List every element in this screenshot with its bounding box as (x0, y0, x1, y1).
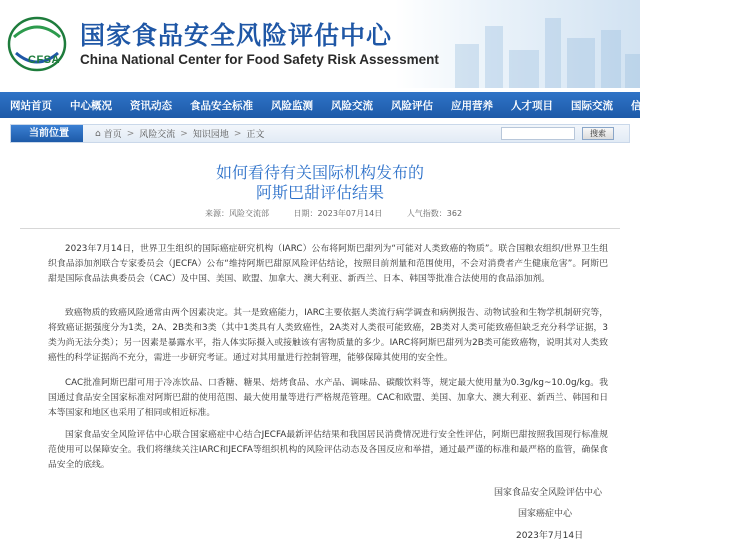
article-meta (205, 208, 484, 219)
breadcrumb (95, 127, 264, 140)
cfsa-logo[interactable] (6, 15, 68, 73)
article-paragraph: 国家食品安全风险评估中心联合国家癌症中心结合JECFA最新评估结果和我国居民消费情况进行安全性评估，阿斯巴甜按照我国现行标准规范使用可以保障安全。我们将继续关注IARC和JECFA等组织机构的风险评估动态及各国反应和举措，通过最严谨的标准和最严格的监管，确保食品安全的底线。 (48, 430, 608, 470)
home-icon: ⌂ (95, 128, 101, 139)
main-navigation (0, 92, 744, 118)
site-title-chinese: 国家食品安全风险评估中心 (80, 21, 393, 50)
breadcrumb-separator: > (233, 128, 242, 139)
breadcrumb-risk-communication[interactable]: 风险交流 (139, 130, 176, 140)
article-title-line-2: 阿斯巴甜评估结果 (255, 183, 384, 202)
nav-item-home[interactable]: 网站首页 (10, 99, 52, 112)
article-paragraph: 2023年7月14日，世界卫生组织的国际癌症研究机构（IARC）公布将阿斯巴甜列为“可能对人类致癌的物质”。联合国粮农组织/世界卫生组织食品添加剂联合专家委员会（JECFA）公布“维持阿斯巴甜原风险评估结论，按照目前剂量和范围使用，不会对消费者产生健康危害”。阿斯巴甜是国际食品法典委员会（CAC）及中国、美国、欧盟、加拿大、澳大利亚、新西兰、日本、韩国等批准合法使用的食品添加剂。 (48, 244, 608, 284)
nav-item-news[interactable]: 资讯动态 (130, 99, 172, 112)
breadcrumb-separator: > (126, 128, 135, 139)
article-views: 人气指数：362 (406, 209, 463, 218)
nav-item-monitoring[interactable]: 风险监测 (271, 99, 313, 112)
search-input[interactable] (501, 127, 575, 140)
nav-item-about[interactable]: 中心概况 (70, 99, 112, 112)
nav-item-international[interactable]: 国际交流 (571, 99, 613, 112)
article-paragraph: CAC批准阿斯巴甜可用于冷冻饮品、口香糖、糖果、焙烤食品、水产品、调味品、碳酸饮料等，规定最大使用量为0.3g/kg~10.0g/kg。我国通过食品安全国家标准对阿斯巴甜的使用范围、最大使用量等进行严格规范管理。CAC和欧盟、美国、加拿大、澳大利亚、新西兰、韩国和日本等国家和地区也采用了相同或相近标准。 (48, 378, 608, 418)
nav-item-assessment[interactable]: 风险评估 (391, 99, 433, 112)
nav-item-talent[interactable]: 人才项目 (511, 99, 553, 112)
divider (20, 228, 620, 229)
signature-date: 2023年7月14日 (516, 531, 584, 541)
search-button[interactable]: 搜索 (582, 127, 614, 140)
nav-item-nutrition[interactable]: 应用营养 (451, 99, 493, 112)
signature-cancer-center: 国家癌症中心 (518, 509, 573, 519)
site-header (0, 0, 640, 88)
article-paragraph: 致癌物质的致癌风险通常由两个因素决定。其一是致癌能力，IARC主要依据人类流行病学调查和病例报告、动物试验和生物学机制研究等，将致癌证据强度分为1类，2A、2B类和3类（其中1类具有人类致癌性，2A类对人类很可能致癌，2B类对人类可能致癌但缺乏充分科学证据，3类为尚无法分类）；另一因素是暴露水平，指人体实际摄入或接触该有害物质量的多少。IARC将阿斯巴甜列为2B类可能致癌物，说明其对人类致癌性的科学证据尚不充分，需进一步研究考证。通过对其用量进行控制管理，能够保障其使用的安全性。 (48, 308, 608, 363)
current-location-label: 当前位置 (11, 125, 83, 142)
nav-item-informatization[interactable]: 信息化建设 (631, 99, 684, 112)
signature-cfsa: 国家食品安全风险评估中心 (494, 488, 603, 498)
breadcrumb-home[interactable]: 首页 (103, 130, 122, 140)
nav-item-communication[interactable]: 风险交流 (331, 99, 373, 112)
nav-item-party[interactable]: 党群工作 (701, 99, 744, 112)
article-date: 日期：2023年07月14日 (293, 209, 383, 218)
header-skyline-background (395, 0, 640, 88)
logo-text: CFSA (28, 54, 60, 66)
article-title-line-1: 如何看待有关国际机构发布的 (215, 163, 424, 182)
nav-item-standards[interactable]: 食品安全标准 (190, 99, 253, 112)
breadcrumb-bar (10, 124, 630, 143)
site-title-english: China National Center for Food Safety Risk Assessment (80, 52, 439, 67)
breadcrumb-knowledge[interactable]: 知识园地 (192, 130, 229, 140)
breadcrumb-current: 正文 (246, 130, 265, 140)
article-source: 来源：风险交流部 (205, 209, 269, 218)
breadcrumb-separator: > (180, 128, 188, 139)
